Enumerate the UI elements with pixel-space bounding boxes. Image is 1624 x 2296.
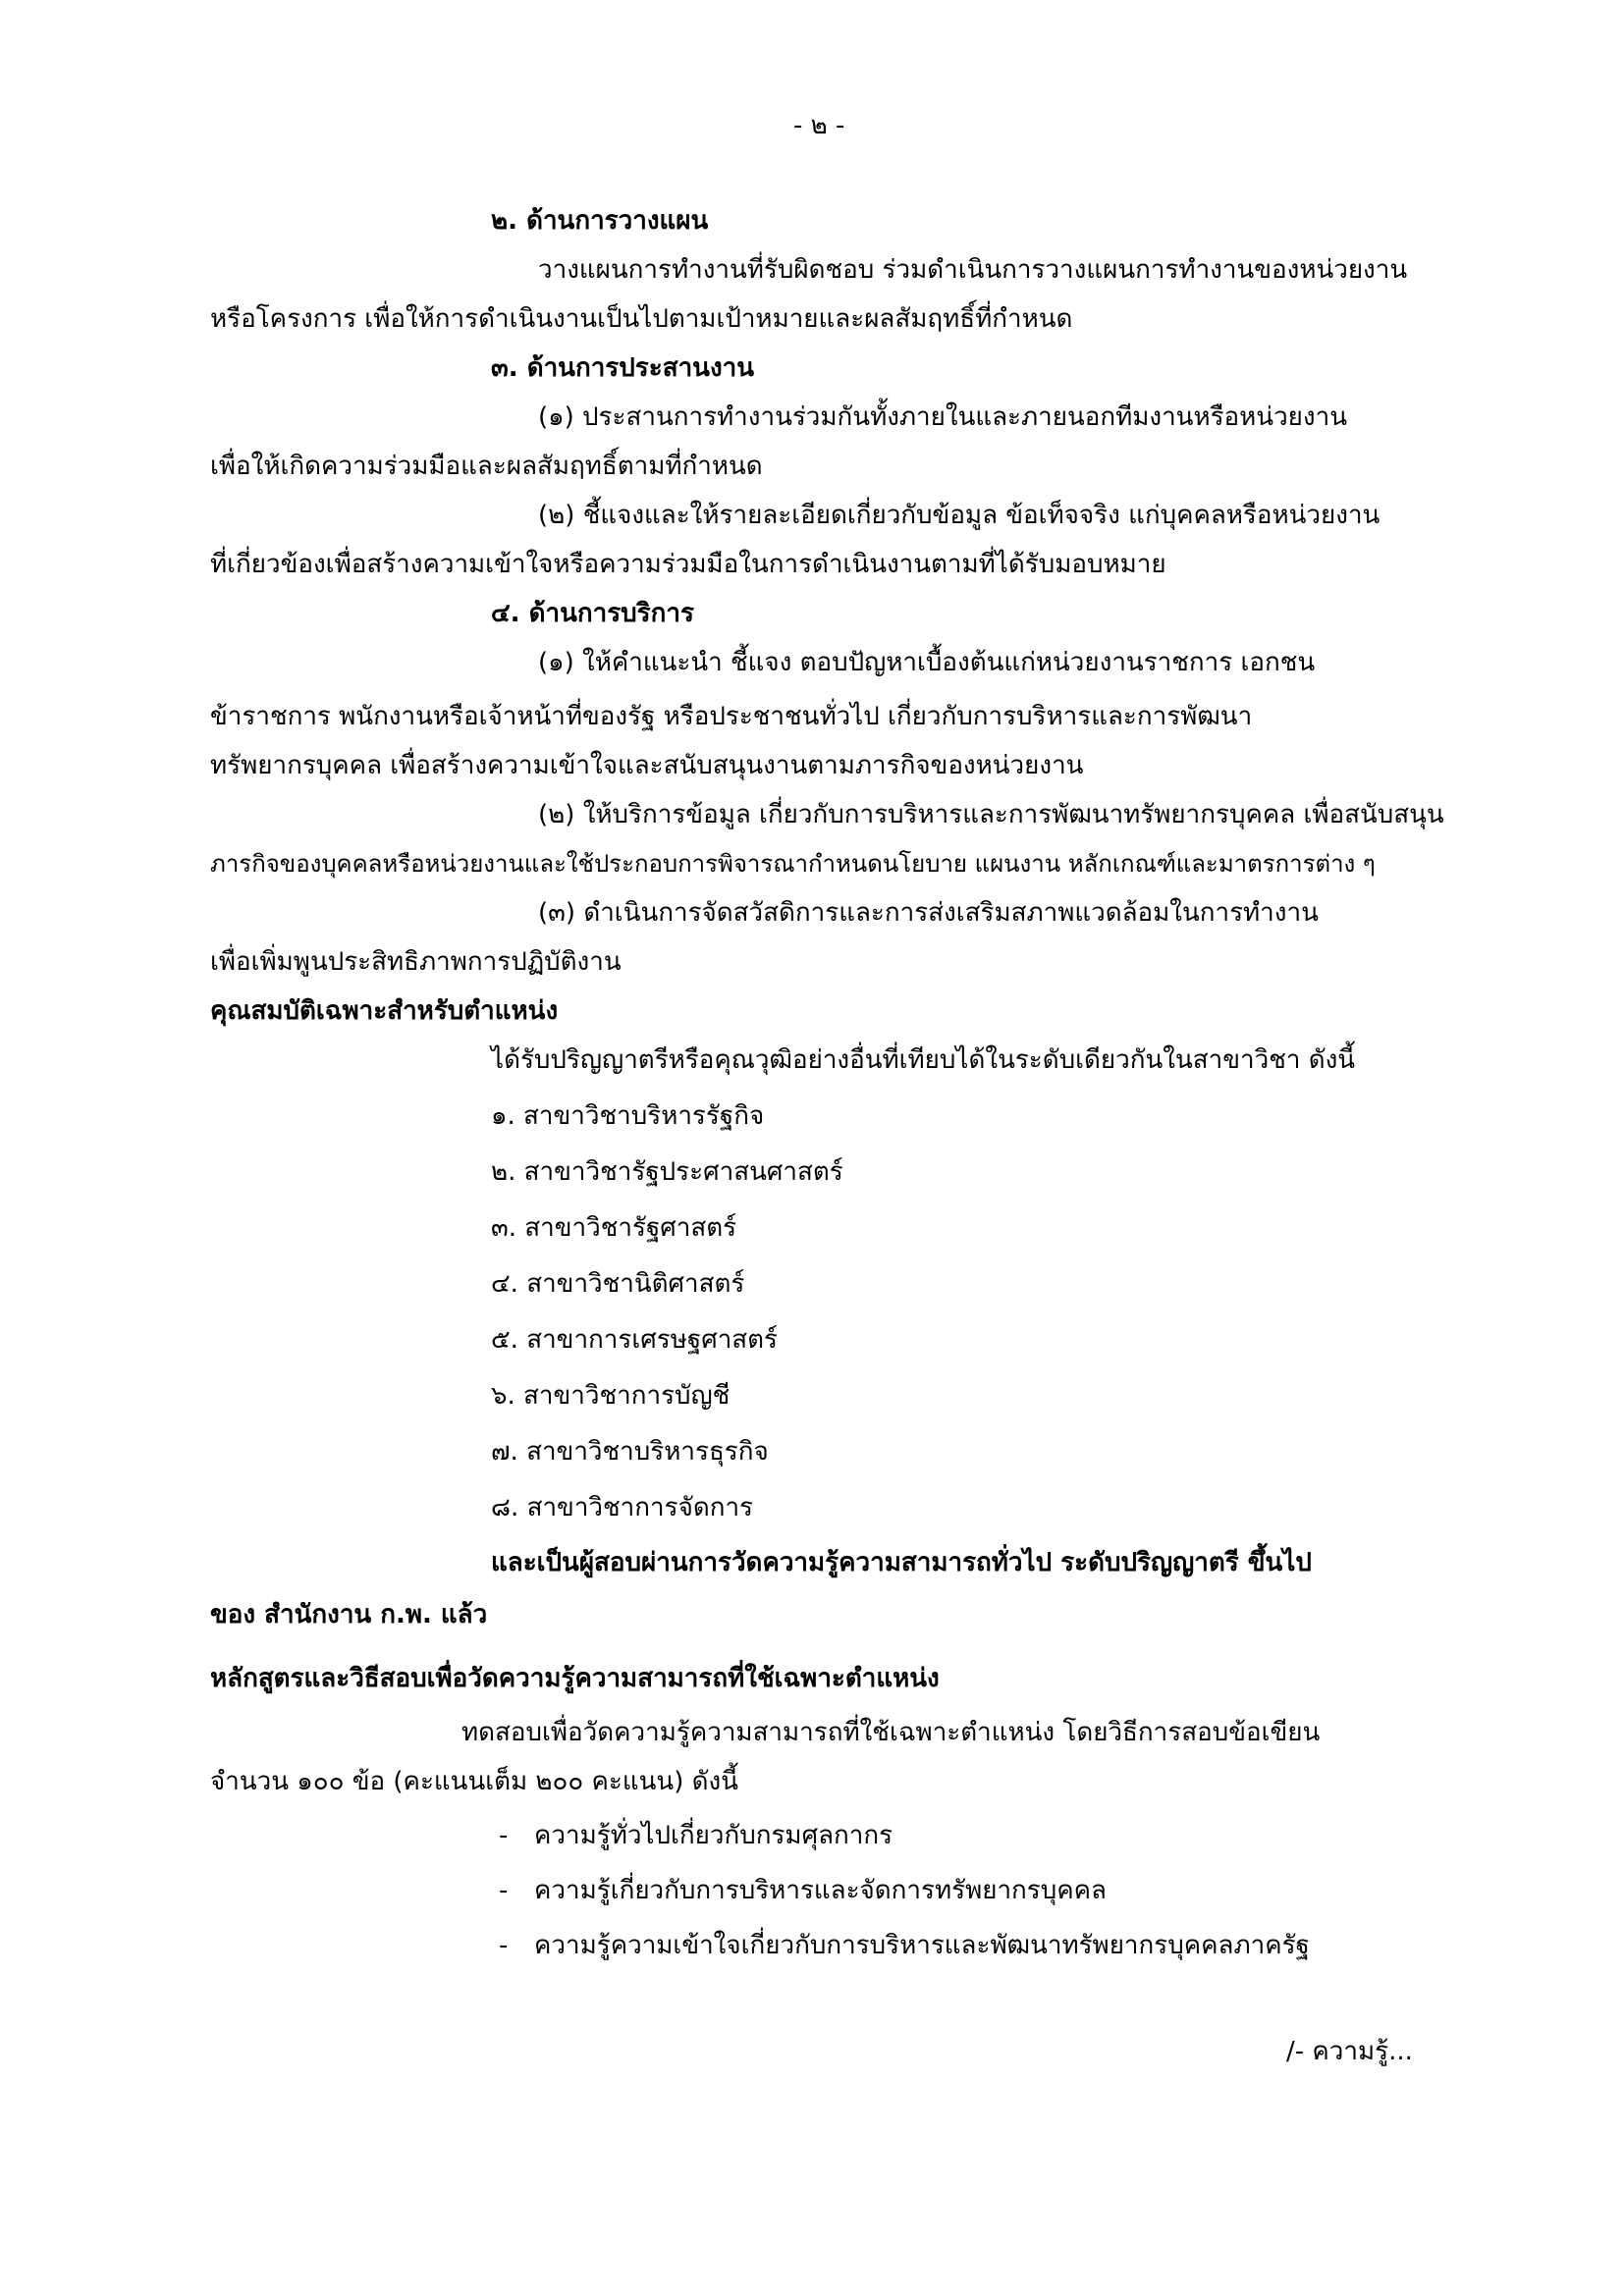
- section-3-line-3: (๒) ชี้แจงและให้รายละเอียดเกี่ยวกับข้อมูล ข้อเท็จจริง แก่บุคคลหรือหน่วยงาน: [538, 501, 1380, 530]
- curriculum-bullet: [499, 1871, 1107, 1910]
- section-2-heading: ๒. ด้านการวางแผน: [491, 206, 709, 236]
- exam-requirement-line-2: ของ สำนักงาน ก.พ. แล้ว: [210, 1600, 488, 1629]
- curriculum-line-1: ทดสอบเพื่อวัดความรู้ความสามารถที่ใช้เฉพาะตำแหน่ง โดยวิธีการสอบข้อเขียน: [461, 1718, 1321, 1747]
- qualifications-heading: คุณสมบัติเฉพาะสำหรับตำแหน่ง: [210, 996, 559, 1026]
- bullet-dash: -: [499, 1821, 509, 1850]
- section-3-heading: ๓. ด้านการประสานงาน: [491, 353, 755, 383]
- section-4-line-5: ภารกิจของบุคคลหรือหน่วยงานและใช้ประกอบการพิจารณากำหนดนโยบาย แผนงาน หลักเกณฑ์และมาตรการต่าง ๆ: [210, 850, 1376, 878]
- qualification-item: ๕. สาขาการเศรษฐศาสตร์: [491, 1325, 779, 1355]
- section-4-line-1: (๑) ให้คำแนะนำ ชี้แจง ตอบปัญหาเบื้องต้นแก่หน่วยงานราชการ เอกชน: [538, 648, 1316, 677]
- section-4-line-3: ทรัพยากรบุคคล เพื่อสร้างความเข้าใจและสนับสนุนงานตามภารกิจของหน่วยงาน: [210, 751, 1084, 780]
- curriculum-line-2: จำนวน ๑๐๐ ข้อ (คะแนนเต็ม ๒๐๐ คะแนน) ดังนี้: [210, 1767, 738, 1796]
- section-4-line-7: เพื่อเพิ่มพูนประสิทธิภาพการปฏิบัติงาน: [210, 947, 622, 977]
- bullet-text: ความรู้ทั่วไปเกี่ยวกับกรมศุลกากร: [534, 1821, 893, 1850]
- section-4-line-4: (๒) ให้บริการข้อมูล เกี่ยวกับการบริหารและการพัฒนาทรัพยากรบุคคล เพื่อสนับสนุน: [538, 800, 1444, 829]
- qualification-item: ๔. สาขาวิชานิติศาสตร์: [491, 1269, 745, 1299]
- section-3-line-2: เพื่อให้เกิดความร่วมมือและผลสัมฤทธิ์ตามที่กำหนด: [210, 452, 763, 481]
- bullet-text: ความรู้ความเข้าใจเกี่ยวกับการบริหารและพัฒนาทรัพยากรบุคคลภาครัฐ: [534, 1931, 1310, 1960]
- qualification-item: ๖. สาขาวิชาการบัญชี: [491, 1381, 731, 1411]
- section-4-line-6: (๓) ดำเนินการจัดสวัสดิการและการส่งเสริมสภาพแวดล้อมในการทำงาน: [538, 898, 1319, 928]
- qualification-item: ๑. สาขาวิชาบริหารรัฐกิจ: [491, 1101, 765, 1131]
- section-3-line-4: ที่เกี่ยวข้องเพื่อสร้างความเข้าใจหรือความร่วมมือในการดำเนินงานตามที่ได้รับมอบหมาย: [210, 550, 1166, 579]
- qualification-item: ๗. สาขาวิชาบริหารธุรกิจ: [491, 1437, 769, 1467]
- section-4-line-2: ข้าราชการ พนักงานหรือเจ้าหน้าที่ของรัฐ หรือประชาชนทั่วไป เกี่ยวกับการบริหารและการพัฒนา: [210, 702, 1253, 731]
- qualification-item: ๒. สาขาวิชารัฐประศาสนศาสตร์: [491, 1157, 843, 1187]
- section-2-line-2: หรือโครงการ เพื่อให้การดำเนินงานเป็นไปตามเป้าหมายและผลสัมฤทธิ์ที่กำหนด: [210, 304, 1073, 334]
- bullet-text: ความรู้เกี่ยวกับการบริหารและจัดการทรัพยากรบุคคล: [534, 1876, 1107, 1905]
- section-3-line-1: (๑) ประสานการทำงานร่วมกันทั้งภายในและภายนอกทีมงานหรือหน่วยงาน: [538, 402, 1347, 432]
- qualifications-intro: ได้รับปริญญาตรีหรือคุณวุฒิอย่างอื่นที่เทียบได้ในระดับเดียวกันในสาขาวิชา ดังนี้: [491, 1045, 1356, 1075]
- curriculum-bullet: [499, 1816, 893, 1855]
- bullet-dash: -: [499, 1876, 509, 1905]
- continuation-marker: /- ความรู้...: [1286, 2037, 1413, 2066]
- curriculum-bullet: [499, 1926, 1310, 1965]
- curriculum-heading: หลักสูตรและวิธีสอบเพื่อวัดความรู้ความสามารถที่ใช้เฉพาะตำแหน่ง: [210, 1664, 940, 1693]
- qualification-item: ๘. สาขาวิชาการจัดการ: [491, 1493, 754, 1522]
- section-4-heading: ๔. ด้านการบริการ: [491, 599, 694, 628]
- exam-requirement-line-1: และเป็นผู้สอบผ่านการวัดความรู้ความสามารถทั่วไป ระดับปริญญาตรี ขึ้นไป: [491, 1548, 1312, 1577]
- section-2-line-1: วางแผนการทำงานที่รับผิดชอบ ร่วมดำเนินการวางแผนการทำงานของหน่วยงาน: [538, 255, 1408, 285]
- page-number: - ๒ -: [793, 111, 845, 140]
- bullet-dash: -: [499, 1931, 509, 1960]
- qualification-item: ๓. สาขาวิชารัฐศาสตร์: [491, 1213, 737, 1243]
